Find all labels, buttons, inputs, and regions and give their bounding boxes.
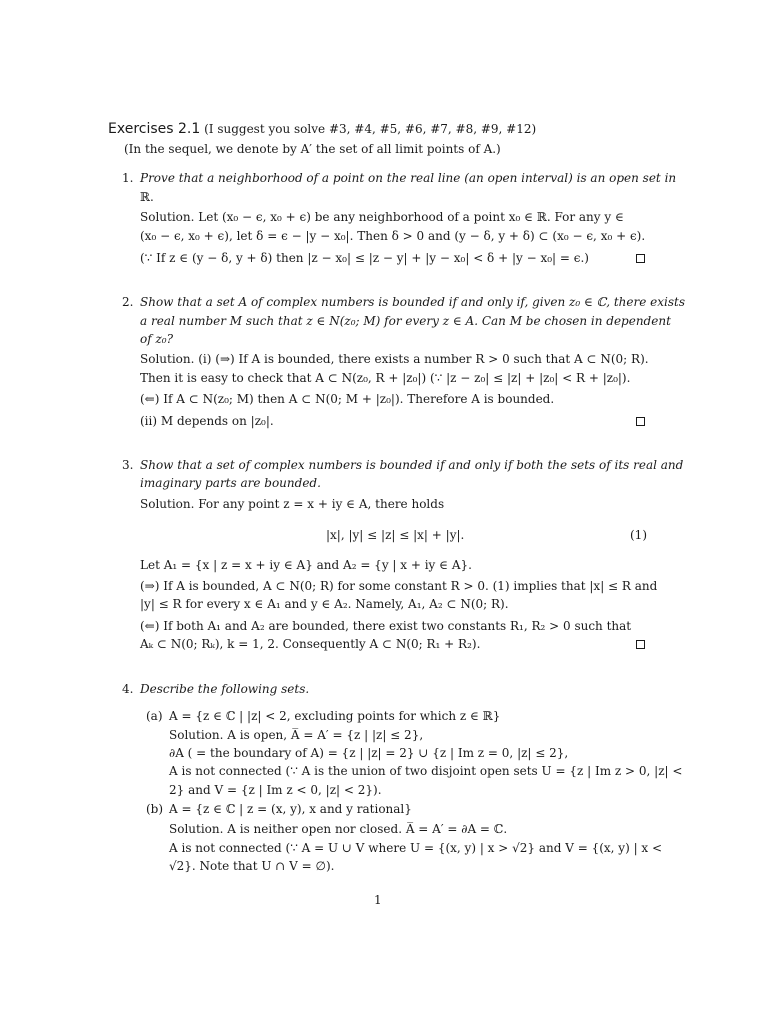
part-a-label: (a) <box>146 709 163 723</box>
exercise-3-number: 3. <box>122 458 134 472</box>
part-a-solution-line-3: A is not connected (∵ A is the union of two disjoint open sets U = {z | Im z > 0, |z| < <box>169 764 683 778</box>
exercise-2-number: 2. <box>122 295 134 309</box>
part-a-solution-line-2: ∂A ( = the boundary of A) = {z | |z| = 2} ∪ {z | Im z = 0, |z| ≤ 2}, <box>169 746 569 760</box>
exercise-3-question-line-1: Show that a set of complex numbers is bounded if and only if both the sets of its real and <box>140 458 684 472</box>
part-a-set: A = {z ∈ ℂ | |z| < 2, excluding points for which z ∈ ℝ} <box>169 709 501 723</box>
exercise-1-question-line-2: ℝ. <box>140 190 154 204</box>
exercise-1-solution-line-3: (∵ If z ∈ (y − δ, y + δ) then |z − x₀| ≤ |z − y| + |y − x₀| < δ + |y − x₀| = ϵ.) <box>140 251 589 265</box>
exercise-2-solution-line-1: Solution. (i) (⇒) If A is bounded, there exists a number R > 0 such that A ⊂ N(0; R). <box>140 352 649 366</box>
exercise-2-solution-line-3: (⇐) If A ⊂ N(z₀; M) then A ⊂ N(0; M + |z₀|). Therefore A is bounded. <box>140 392 555 406</box>
exercise-3-solution-line-4: |y| ≤ R for every x ∈ A₁ and y ∈ A₂. Namely, A₁, A₂ ⊂ N(0; R). <box>140 597 509 611</box>
exercise-header <box>108 121 536 138</box>
exercise-title: Exercises 2.1 <box>108 121 201 137</box>
qed-square-icon <box>636 640 645 649</box>
qed-square-icon <box>636 254 645 263</box>
exercise-3-solution-line-3: (⇒) If A is bounded, A ⊂ N(0; R) for some constant R > 0. (1) implies that |x| ≤ R and <box>140 579 658 593</box>
qed-square-icon <box>636 417 645 426</box>
page-number: 1 <box>374 893 382 907</box>
exercise-2-question-line-3: of z₀? <box>140 332 174 346</box>
exercise-4-number: 4. <box>122 682 134 696</box>
part-b-set: A = {z ∈ ℂ | z = (x, y), x and y rational} <box>169 802 412 816</box>
part-b-solution-line-3: √2}. Note that U ∩ V = ∅). <box>169 859 335 873</box>
exercise-3-solution-line-2: Let A₁ = {x | z = x + iy ∈ A} and A₂ = {y | x + iy ∈ A}. <box>140 558 472 572</box>
notation-note: (In the sequel, we denote by A′ the set of all limit points of A.) <box>124 142 501 156</box>
equation-1: |x|, |y| ≤ |z| ≤ |x| + |y|. <box>326 528 465 542</box>
part-b-label: (b) <box>146 802 164 816</box>
equation-number: (1) <box>630 528 647 542</box>
exercise-2-question-line-2: a real number M such that z ∈ N(z₀; M) for every z ∈ A. Can M be chosen in dependent <box>140 314 671 328</box>
part-b-solution-line-1: Solution. A is neither open nor closed. A̅ = A′ = ∂A = ℂ. <box>169 822 508 836</box>
exercise-4-question: Describe the following sets. <box>140 682 310 696</box>
part-a-solution-line-1: Solution. A is open, A̅ = A′ = {z | |z| ≤ 2}, <box>169 728 424 742</box>
exercise-3-solution-line-6: Aₖ ⊂ N(0; Rₖ), k = 1, 2. Consequently A ⊂ N(0; R₁ + R₂). <box>140 637 481 651</box>
exercise-1-solution-line-1: Solution. Let (x₀ − ϵ, x₀ + ϵ) be any neighborhood of a point x₀ ∈ ℝ. For any y ∈ <box>140 210 624 224</box>
part-b-solution-line-2: A is not connected (∵ A = U ∪ V where U = {(x, y) | x > √2} and V = {(x, y) | x < <box>169 841 663 855</box>
exercise-3-solution-line-1: Solution. For any point z = x + iy ∈ A, there holds <box>140 497 445 511</box>
exercise-1-number: 1. <box>122 171 134 185</box>
part-a-solution-line-4: 2} and V = {z | Im z < 0, |z| < 2}). <box>169 783 382 797</box>
suggested-problems: (I suggest you solve #3, #4, #5, #6, #7, #8, #9, #12) <box>204 122 537 136</box>
exercise-1-question-line-1: Prove that a neighborhood of a point on the real line (an open interval) is an open set in <box>140 171 677 185</box>
exercise-3-solution-line-5: (⇐) If both A₁ and A₂ are bounded, there exist two constants R₁, R₂ > 0 such that <box>140 619 632 633</box>
exercise-2-solution-line-2: Then it is easy to check that A ⊂ N(z₀, R + |z₀|) (∵ |z − z₀| ≤ |z| + |z₀| < R + |z₀|). <box>140 371 631 385</box>
exercise-2-question-line-1: Show that a set A of complex numbers is bounded if and only if, given z₀ ∈ ℂ, there exists <box>140 295 685 309</box>
exercise-3-question-line-2: imaginary parts are bounded. <box>140 476 321 490</box>
exercise-1-solution-line-2: (x₀ − ϵ, x₀ + ϵ), let δ = ϵ − |y − x₀|. Then δ > 0 and (y − δ, y + δ) ⊂ (x₀ − ϵ, x₀ + ϵ). <box>140 229 646 243</box>
exercise-2-solution-line-4: (ii) M depends on |z₀|. <box>140 414 274 428</box>
